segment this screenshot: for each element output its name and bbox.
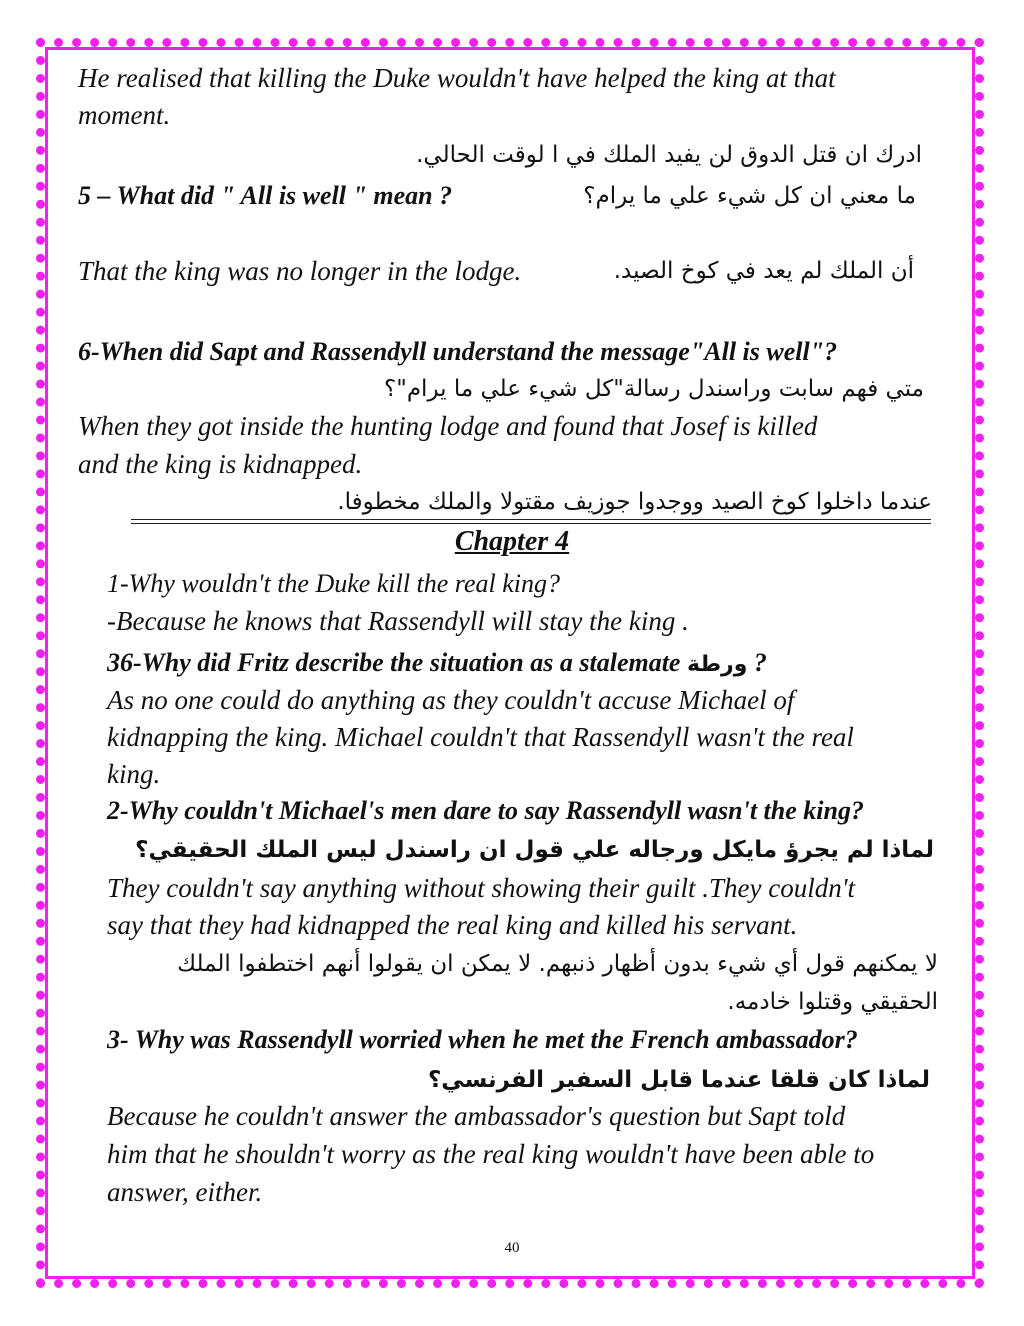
question-6: 6-When did Sapt and Rassendyll understand the message"All is well"? [78, 337, 838, 366]
answer-line: -Because he knows that Rassendyll will stay the king . [107, 606, 689, 636]
question-36 [107, 645, 767, 683]
answer-line: He realised that killing the Duke wouldn't have helped the king at that [78, 63, 836, 93]
question-2: 2-Why couldn't Michael's men dare to say Rassendyll wasn't the king? [107, 796, 864, 825]
separator-line [131, 523, 931, 524]
question-36-text: 36-Why did Fritz describe the situation as a stalemate [107, 648, 681, 677]
answer-line: kidnapping the king. Michael couldn't that Rassendyll wasn't the real [107, 722, 854, 752]
arabic-translation: أن الملك لم يعد في كوخ الصيد. [613, 258, 914, 284]
question-36-arabic-word: ورطة [686, 652, 748, 677]
question-3: 3- Why was Rassendyll worried when he met the French ambassador? [107, 1025, 858, 1054]
arabic-translation: لا يمكنهم قول أي شيء بدون أظهار ذنبهم. لا يمكن ان يقولوا أنهم اختطفوا الملك [177, 951, 938, 977]
answer-line: As no one could do anything as they couldn't accuse Michael of [107, 685, 795, 715]
answer-line: and the king is kidnapped. [78, 449, 363, 479]
answer-line: When they got inside the hunting lodge and found that Josef is killed [78, 411, 818, 441]
question-5: 5 – What did " All is well " mean ? [78, 181, 453, 210]
arabic-translation: عندما داخلوا كوخ الصيد ووجدوا جوزيف مقتولا والملك مخطوفا. [337, 489, 932, 515]
answer-line: That the king was no longer in the lodge. [78, 256, 522, 286]
page-number: 40 [504, 1240, 520, 1256]
arabic-translation: الحقيقي وقتلوا خادمه. [727, 989, 938, 1015]
separator-line [131, 519, 931, 520]
question-36-mark: ? [747, 648, 767, 677]
answer-line: answer, either. [107, 1177, 263, 1207]
arabic-question-2: لماذا لم يجرؤ مايكل ورجاله علي قول ان راسندل ليس الملك الحقيقي؟ [135, 837, 934, 863]
chapter-heading: Chapter 4 [454, 526, 570, 557]
arabic-translation: ادرك ان قتل الدوق لن يفيد الملك في ا لوقت الحالي. [416, 142, 922, 168]
answer-line: him that he shouldn't worry as the real king wouldn't have been able to [107, 1139, 875, 1169]
arabic-question-6: متي فهم سابت وراسندل رسالة"كل شيء علي ما يرام"؟ [384, 376, 924, 402]
answer-line: say that they had kidnapped the real king and killed his servant. [107, 910, 798, 940]
arabic-question-5: ما معني ان كل شيء علي ما يرام؟ [583, 183, 916, 209]
answer-line: moment. [78, 100, 171, 130]
question-1: 1-Why wouldn't the Duke kill the real king? [107, 569, 560, 598]
answer-line: Because he couldn't answer the ambassador's question but Sapt told [107, 1101, 846, 1131]
arabic-question-3: لماذا كان قلقا عندما قابل السفير الفرنسي؟ [427, 1067, 930, 1093]
answer-line: They couldn't say anything without showing their guilt .They couldn't [107, 873, 855, 903]
answer-line: king. [107, 759, 161, 789]
